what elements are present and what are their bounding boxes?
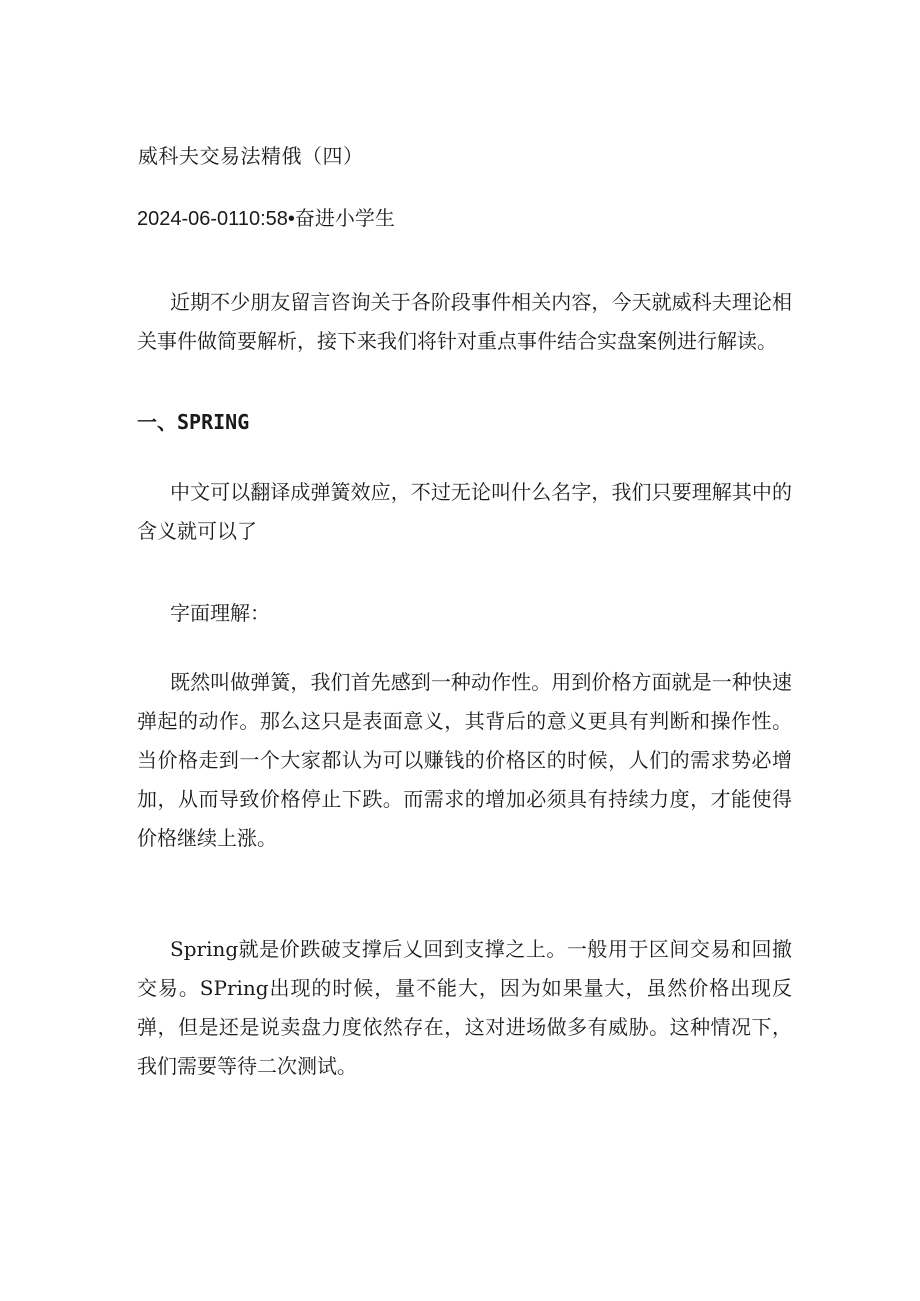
- publish-meta: 2024-06-0110:58•奋进小学生: [137, 208, 395, 230]
- document-title: 威科夫交易法精俄（四）: [138, 144, 364, 168]
- paragraph-3: 既然叫做弹簧，我们首先感到一种动作性。用到价格方面就是一种快速弹起的动作。那么这只是表面意义，其背后的意义更具有判断和操作性。当价格走到一个大家都认为可以赚钱的价格区的时候，人们的需求势必增加，从而导致价格停止下跌。而需求的增加必须具有持续力度，才能使得价格继续上涨。: [137, 670, 792, 850]
- paragraph-2: 字面理解：: [170, 601, 270, 625]
- paragraph-1: 中文可以翻译成弹簧效应，不过无论叫什么名字，我们只要理解其中的含义就可以了: [137, 480, 792, 543]
- intro-paragraph: 近期不少朋友留言咨询关于各阶段事件相关内容，今天就威科夫理论相关事件做简要解析，接下来我们将针对重点事件结合实盘案例进行解读。: [137, 290, 792, 353]
- section-heading: 一、SPRING: [137, 410, 250, 434]
- paragraph-4: Spring就是价跌破支撑后乂回到支撑之上。一般用于区间交易和回撤交易。SPring出现的时候，量不能大，因为如果量大，虽然价格出现反弹，但是还是说卖盘力度依然存在，这对进场做多有威胁。这种情况下，我们需要等待二次测试。: [137, 937, 792, 1078]
